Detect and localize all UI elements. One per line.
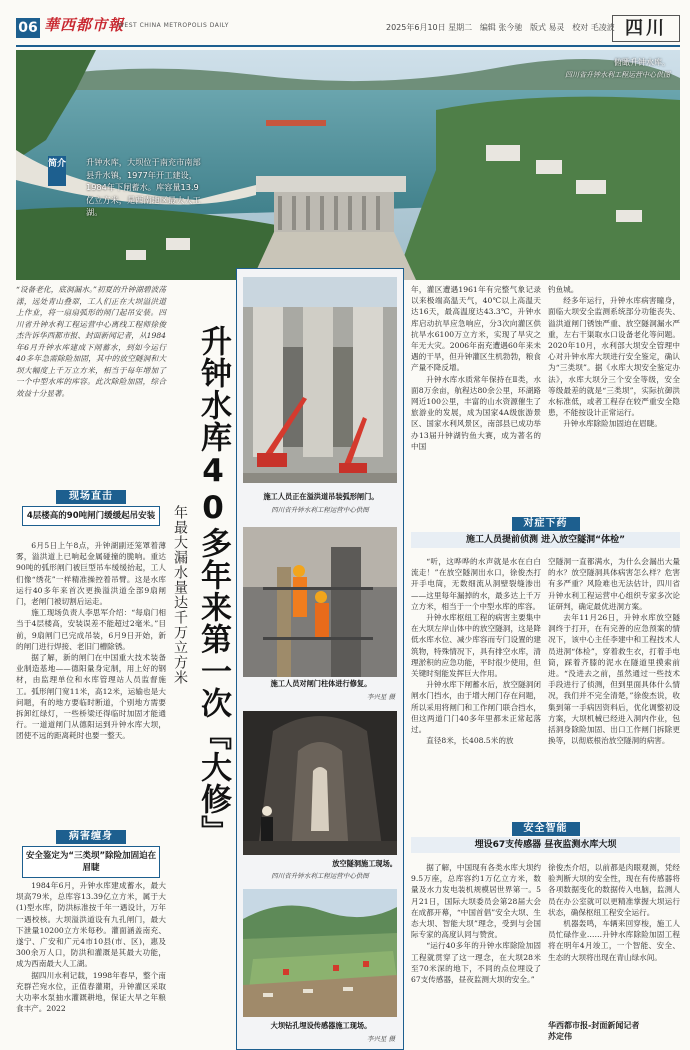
photo-2-credit: 李兴星 摄 [366,693,395,701]
intro-tag: 简介 [48,156,66,186]
photo-gate-repair [243,527,397,677]
paragraph: 机器轰鸣，车辆来回穿梭，施工人员忙碌作业……升钟水库除险加固工程将在明年4月竣工，一个智能、安全、生态的大坝将出现在青山绿水间。 [548,919,680,962]
box-onsite [22,490,160,526]
byline-outlet: 华西都市报-封面新闻记者 [548,1021,640,1030]
paragraph: 施工现场负责人李思军介绍：“每扇门相当于4层楼高，安装误差不能超过2毫米。”目前，9扇闸门已完成吊装，6月9日开始，新的闸门进行焊接、老旧门槽除锈。 [16,608,166,651]
sensor-drilling-image [243,889,397,1017]
box-onsite-kicker: 现场直击 [56,490,126,504]
photo-3-caption: 放空隧洞施工现场。 [332,859,397,868]
box-onsite-body [16,540,166,742]
hero-caption-credit: 四川省升钟水利工程运营中心供图 [565,71,670,79]
box-smart-left [411,862,541,985]
box-smart-kicker: 安全智能 [512,822,580,836]
box-disease-body [16,880,166,1014]
header-rule [16,45,680,47]
photo-gate-lift [243,277,397,483]
photo-tunnel [243,711,397,855]
box-smart-subhead: 埋设67支传感器 昼夜监测水库大坝 [411,837,680,853]
tunnel-image [243,711,397,855]
section-label: 四川 [612,15,680,42]
box-diagnosis-left [411,556,541,746]
paragraph: “运行40多年的升钟水库除险加固工程就贯穿了这一理念，在大坝28米至70米深的地下，不同的点位埋设了67支传感器，昼夜监测大坝的安全。” [411,941,541,985]
hero-caption-title: 俯瞰升钟水库。 [614,58,670,67]
gate-lift-image [243,277,397,483]
paragraph: 1984年6月，升钟水库建成蓄水，最大坝高79米，总库容13.39亿立方米，属于大(1)型水库，防洪标准按千年一遇设计，万年一遇校核。大坝溢洪道设有九孔闸门，最大下泄量10200立方米每秒。灌面涵盖南充、遂宁、广安和广元4市10县(市、区)，惠及300余万人口，防洪和灌溉是其最大功能，成为西南最大人工湖。 [16,881,166,969]
box-diagnosis-kicker: 对症下药 [512,517,580,531]
box-onsite-subhead: 4层楼高的90吨闸门缓缓起吊安装 [22,506,160,526]
photo-3-credit: 四川省升钟水利工程运营中心供图 [271,872,369,880]
box-smart-right [548,862,680,963]
box-diagnosis [411,517,680,548]
editor: 编辑 张今驰 [479,23,523,32]
hero-photo [16,50,680,280]
paragraph: 升钟水库枢纽工程的病害主要集中在大坝左岸山体中的放空隧洞，这是降低水库水位、减少库容而专门设置的建筑物，特殊情况下，具有排空水库，清理淤积的应急功能，平时很少使用，但关键时刻能发挥巨大作用。 [411,613,541,679]
paragraph: “听，这哗哗的水声就是水在白白流走！”在放空隧洞出水口，徐俊杰打开手电筒，无数细流从洞壁裂缝渗出——这里每年漏掉的水，最多达上千万立方米，相当于一个中型水库的库容。 [411,557,541,611]
photo-4-caption: 大坝钻孔埋设传感器施工现场。 [270,1021,372,1030]
column-4-body [548,284,680,430]
paper-logo: 華西都市報 [44,16,125,34]
headline-main: 升钟水库40多年来第一次『大修』 [195,325,231,847]
box-smart-safety [411,822,680,853]
designer: 版式 易灵 [530,23,565,32]
paragraph: 去年11月26日，升钟水库放空隧洞终于打开，在有完善的应急预案的情况下，该中心主任李建中和工程技术人员进洞“体检”，穿着救生衣，打着手电筒，踩着齐膝的泥水在隧道里摸索前进。“没进去之前，虽然通过一些技术手段进行了侦测，但到里面具体什么情况，我们并不完全清楚，”徐俊杰说，收集到第一手病因资料后，优化调整初设方案，大坝机械已经进入洞内作业，包括洞身除险加固、出口工作闸门拆除更换等，以彻底根治放空隧洞的病害。 [548,613,680,746]
gate-repair-image [243,527,397,677]
issue-meta [386,22,615,33]
photo-4-credit: 李兴星 摄 [366,1035,395,1043]
box-diagnosis-right [548,556,680,746]
paragraph: 据了解，新的闸门在中国重大技术装备业制造基地——德阳量身定制，用上好的钢材，由监理单位和水库管理站人员监督施工。弧形闸门宽11米，高12米，运输也是大问题，有的地方要临时断道，个别地方需要拆卸红绿灯，一些桥梁还得临时加固才能通行。一道道闸门从德阳运到升钟水库大坝，团使不远的距离耗时也要一整天。 [16,653,166,741]
proofreader: 校对 毛凌波 [572,23,615,32]
box-disease-kicker: 病害缠身 [56,830,126,844]
photo-sensor-drilling [243,889,397,1017]
paragraph: 升钟水库水质常年保持在Ⅱ类，水面8万余亩，航程达80余公里，环湖路网近100公里，丰富的山水资源催生了旅游业的发展，成为国家4A级旅游景区、国家水利风景区，南部县已成功举办13届升钟湖钓鱼大赛，成为著名的中国 [411,374,541,451]
paragraph: 年，灌区遭遇1961年有完整气象记录以来极端高温天气，40℃以上高温天达16天，最高温度达43.3℃，升钟水库启动抗旱应急响应，分3次向灌区供抗旱水6100万立方米，实现了旱灾之年无大灾。2006年南充遭遇60年来未遇的干旱，但升钟灌区生机勃勃，粮食产量不降反增。 [411,285,541,373]
paragraph: 据四川水利记载，1998年春早，整个南充群芒宛水位，正值春灌期，升钟灌区采取大功率水泵抽水灌溉耕地，保证大旱之年粮食丰产。2022 [16,970,166,1014]
byline [548,1020,680,1042]
paragraph: 钓鱼城。 [548,285,579,294]
paper-logo-en: WEST CHINA METROPOLIS DAILY [118,22,229,29]
photo-1-credit: 四川省升钟水利工程运营中心供图 [271,506,369,514]
paragraph: 升钟水库下闸蓄水后，放空隧洞闭闸水门挡水，由于增大闸门存在问题，所以采用将闸门和工作闸门联合挡水，但这两道门门40多年里都未正常起落过。 [411,680,541,735]
box-diagnosis-subhead: 施工人员提前侦测 进入放空隧洞“体检” [411,532,680,548]
intro-text: 升钟水库，大坝位于南充市南部县升水镇，1977年开工建设，1984年下闸蓄水。库容量13.9亿立方米，是西南地区最大人工湖。 [86,157,201,217]
paragraph: 6月5日上午8点，升钟湖副还笼罩着薄雾，溢洪道上已响起金属碰撞的脆响。重达90吨的弧形闸门被巨型吊车缓缓抬起，工人们像“绣花”一样精准操控着吊臂。这是水库运行40多年来首次更换溢洪道全部9扇闸门，老闸门被切割后运走。 [16,541,166,607]
paragraph: 空隧洞一直都满水，为什么会漏出大量的水？放空隧洞具体病害怎么样？危害有多严重？风险难也无法估计，四川省升钟水利工程运营中心组织专家多次论证研判，确定最优进洞方案。 [548,557,680,611]
page-header [0,0,690,46]
lead-paragraph: “设备老化，底洞漏水。”初夏的升钟湖碧波荡漾，远处青山叠翠，工人们正在大坝溢洪道上作业，将一扇扇弧形的闸门起吊安装。四川省升钟水利工程运营中心离线工程师徐俊杰告诉华西都市报、封面新闻记者，从1984年6月升钟水库建成下闸蓄水，到如今运行40多年急需除险加固，其中的放空隧洞和大坝大幅度上千万立方米，相当于每年增加了一个中型水库的库容。此次除险加固，综合效益十分显著。 [16,285,166,398]
photo-column [236,268,404,1050]
issue-date: 2025年6月10日 星期二 [386,23,473,32]
headline-sub: 年最大漏水量达千万立方米 [172,505,188,685]
byline-reporter: 苏定伟 [548,1032,572,1041]
box-disease [22,830,160,878]
photo-2-caption: 施工人员对闸门柱体进行修复。 [270,679,372,688]
column-3-body [411,284,541,452]
photo-1-caption: 施工人员正在溢洪道吊装弧形闸门。 [263,492,379,501]
box-disease-subhead: 安全鉴定为“三类坝”除险加固迫在眉睫 [22,846,160,878]
page-number: 06 [16,18,40,38]
paragraph: 直径8米，长408.5米的放 [426,736,514,746]
paragraph: 据了解，中国现有各类水库大坝约9.5万座，总库容约1万亿立方米，数量及水力发电装机规模居世界第一。5月21日，国际大坝委员会第28届大会在成都开幕，“中国首倡”安全大坝、生态大坝、智能大坝”理念，受到与会国际专家的高度认同与赞赏。 [411,863,541,940]
paragraph: 经多年运行，升钟水库病害瞳身，面临大坝安全监测系统部分功能丧失、溢洪道闸门锈蚀严重、放空隧洞漏水严重，左右干渠取水口设备老化等问题。2020年10月，水利部大坝安全管理中心对升钟水库大坝进行安全鉴定，确认为“三类坝”。据《水库大坝安全鉴定办法》，水库大坝分三个安全等级，安全等级最差的就是“三类坝”，实际抗御洪水标准低，或者工程存在较严重安全隐患，不能按设计正常运行。 [548,296,680,418]
paragraph: 升钟水库除险加固迫在眉睫。 [563,419,662,429]
hero-caption [565,56,670,82]
paragraph: 徐俊杰介绍，以前都是肉眼观测，凭经验判断大坝的安全性，现在有传感器将各项数据变化的数据传入电脑，监测人员在办公室就可以更精准掌握大坝运行状态，确保枢纽工程安全运行。 [548,863,680,917]
